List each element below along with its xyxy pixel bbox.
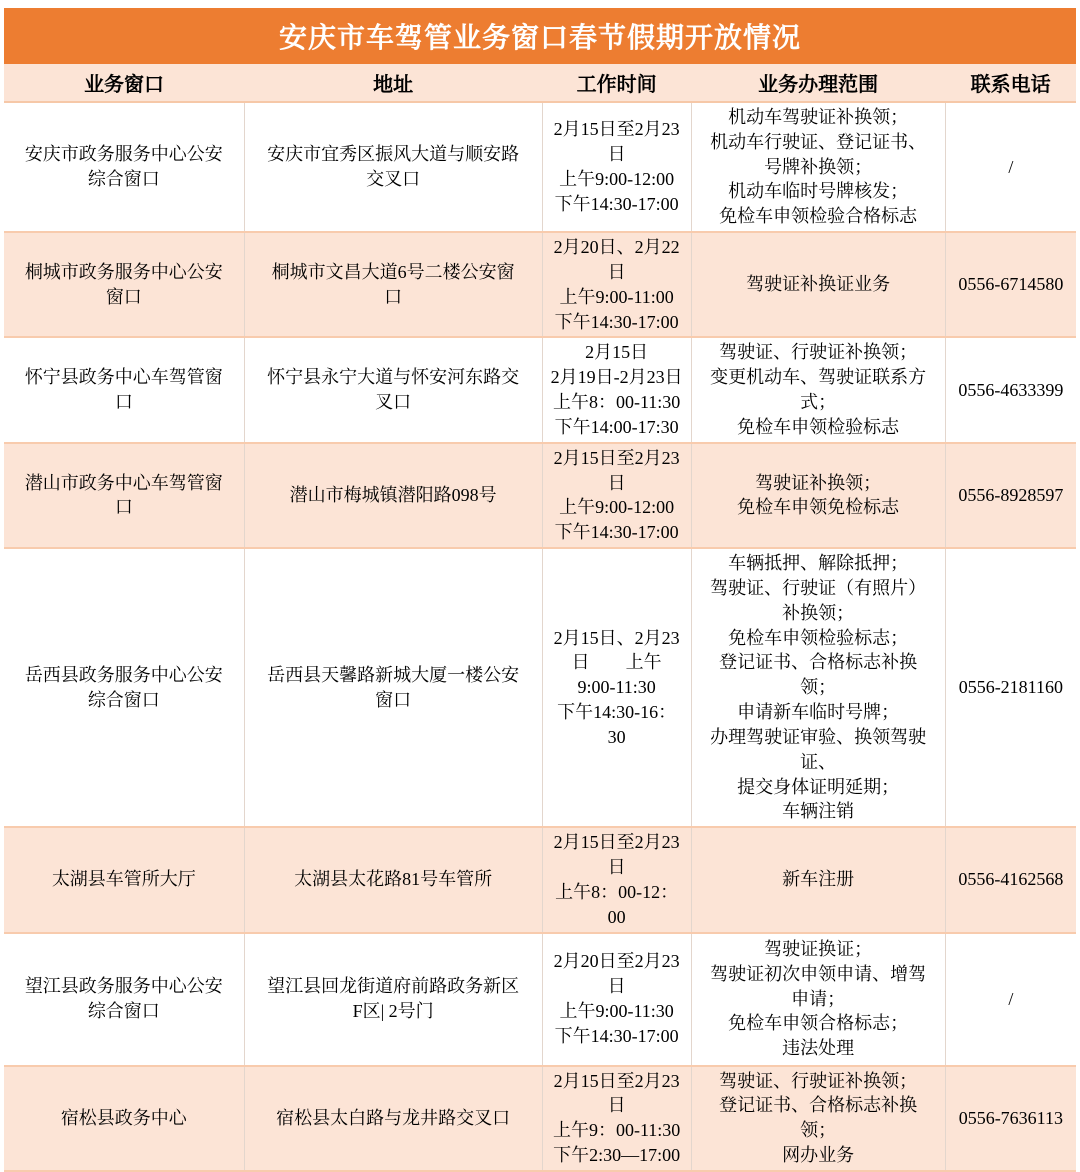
cell-phone: /	[945, 102, 1076, 232]
table-row	[4, 443, 1076, 548]
cell-address: 潜山市梅城镇潜阳路098号	[244, 443, 542, 548]
col-header-scope: 业务办理范围	[691, 64, 945, 102]
col-header-hours: 工作时间	[542, 64, 691, 102]
cell-address: 桐城市文昌大道6号二楼公安窗 口	[244, 232, 542, 337]
cell-scope: 新车注册	[691, 827, 945, 932]
cell-hours: 2月15日至2月23 日 上午9:00-12:00 下午14:30-17:00	[542, 102, 691, 232]
cell-scope: 驾驶证、行驶证补换领； 登记证书、合格标志补换 领； 网办业务	[691, 1066, 945, 1171]
cell-window: 安庆市政务服务中心公安 综合窗口	[4, 102, 244, 232]
cell-window: 宿松县政务中心	[4, 1066, 244, 1171]
cell-window: 怀宁县政务中心车驾管窗 口	[4, 337, 244, 442]
cell-hours: 2月15日至2月23 日 上午9：00-11:30 下午2:30—17:00	[542, 1066, 691, 1171]
table-row	[4, 548, 1076, 827]
cell-phone: /	[945, 933, 1076, 1066]
col-header-window: 业务窗口	[4, 64, 244, 102]
cell-phone: 0556-4633399	[945, 337, 1076, 442]
table-row	[4, 102, 1076, 232]
cell-scope: 车辆抵押、解除抵押； 驾驶证、行驶证（有照片） 补换领； 免检车申领检验标志； 登记证书、合格标志补换 领； 申请新车临时号牌； 办理驾驶证审验、换领驾驶 证、 提交身体证明延期； 车辆注销	[691, 548, 945, 827]
cell-address: 望江县回龙街道府前路政务新区 F区| 2号门	[244, 933, 542, 1066]
table-row	[4, 232, 1076, 337]
table-sheet	[4, 8, 1076, 1172]
cell-hours: 2月15日至2月23 日 上午8：00-12： 00	[542, 827, 691, 932]
cell-phone: 0556-2181160	[945, 548, 1076, 827]
service-windows-table	[4, 64, 1076, 1172]
cell-window: 潜山市政务中心车驾管窗 口	[4, 443, 244, 548]
cell-hours: 2月20日、2月22 日 上午9:00-11:00 下午14:30-17:00	[542, 232, 691, 337]
cell-scope: 驾驶证、行驶证补换领； 变更机动车、驾驶证联系方 式； 免检车申领检验标志	[691, 337, 945, 442]
cell-window: 岳西县政务服务中心公安 综合窗口	[4, 548, 244, 827]
cell-address: 安庆市宜秀区振风大道与顺安路 交叉口	[244, 102, 542, 232]
cell-phone: 0556-4162568	[945, 827, 1076, 932]
table-row	[4, 337, 1076, 442]
cell-scope: 驾驶证补换证业务	[691, 232, 945, 337]
cell-scope: 机动车驾驶证补换领； 机动车行驶证、登记证书、 号牌补换领； 机动车临时号牌核发； 免检车申领检验合格标志	[691, 102, 945, 232]
cell-phone: 0556-6714580	[945, 232, 1076, 337]
cell-window: 太湖县车管所大厅	[4, 827, 244, 932]
cell-window: 桐城市政务服务中心公安 窗口	[4, 232, 244, 337]
cell-address: 岳西县天馨路新城大厦一楼公安 窗口	[244, 548, 542, 827]
col-header-address: 地址	[244, 64, 542, 102]
cell-window: 望江县政务服务中心公安 综合窗口	[4, 933, 244, 1066]
cell-address: 宿松县太白路与龙井路交叉口	[244, 1066, 542, 1171]
header-row	[4, 64, 1076, 102]
cell-hours: 2月15日 2月19日-2月23日 上午8：00-11:30 下午14:00-17:30	[542, 337, 691, 442]
table-row	[4, 933, 1076, 1066]
cell-scope: 驾驶证换证； 驾驶证初次申领申请、增驾 申请； 免检车申领合格标志； 违法处理	[691, 933, 945, 1066]
page-title: 安庆市车驾管业务窗口春节假期开放情况	[4, 8, 1076, 64]
cell-phone: 0556-7636113	[945, 1066, 1076, 1171]
cell-scope: 驾驶证补换领； 免检车申领免检标志	[691, 443, 945, 548]
cell-hours: 2月20日至2月23 日 上午9:00-11:30 下午14:30-17:00	[542, 933, 691, 1066]
cell-hours: 2月15日、2月23 日 上午 9:00-11:30 下午14:30-16： 30	[542, 548, 691, 827]
cell-phone: 0556-8928597	[945, 443, 1076, 548]
table-row	[4, 827, 1076, 932]
table-row	[4, 1066, 1076, 1171]
col-header-phone: 联系电话	[945, 64, 1076, 102]
cell-hours: 2月15日至2月23 日 上午9:00-12:00 下午14:30-17:00	[542, 443, 691, 548]
cell-address: 太湖县太花路81号车管所	[244, 827, 542, 932]
table-header	[4, 64, 1076, 102]
cell-address: 怀宁县永宁大道与怀安河东路交 叉口	[244, 337, 542, 442]
